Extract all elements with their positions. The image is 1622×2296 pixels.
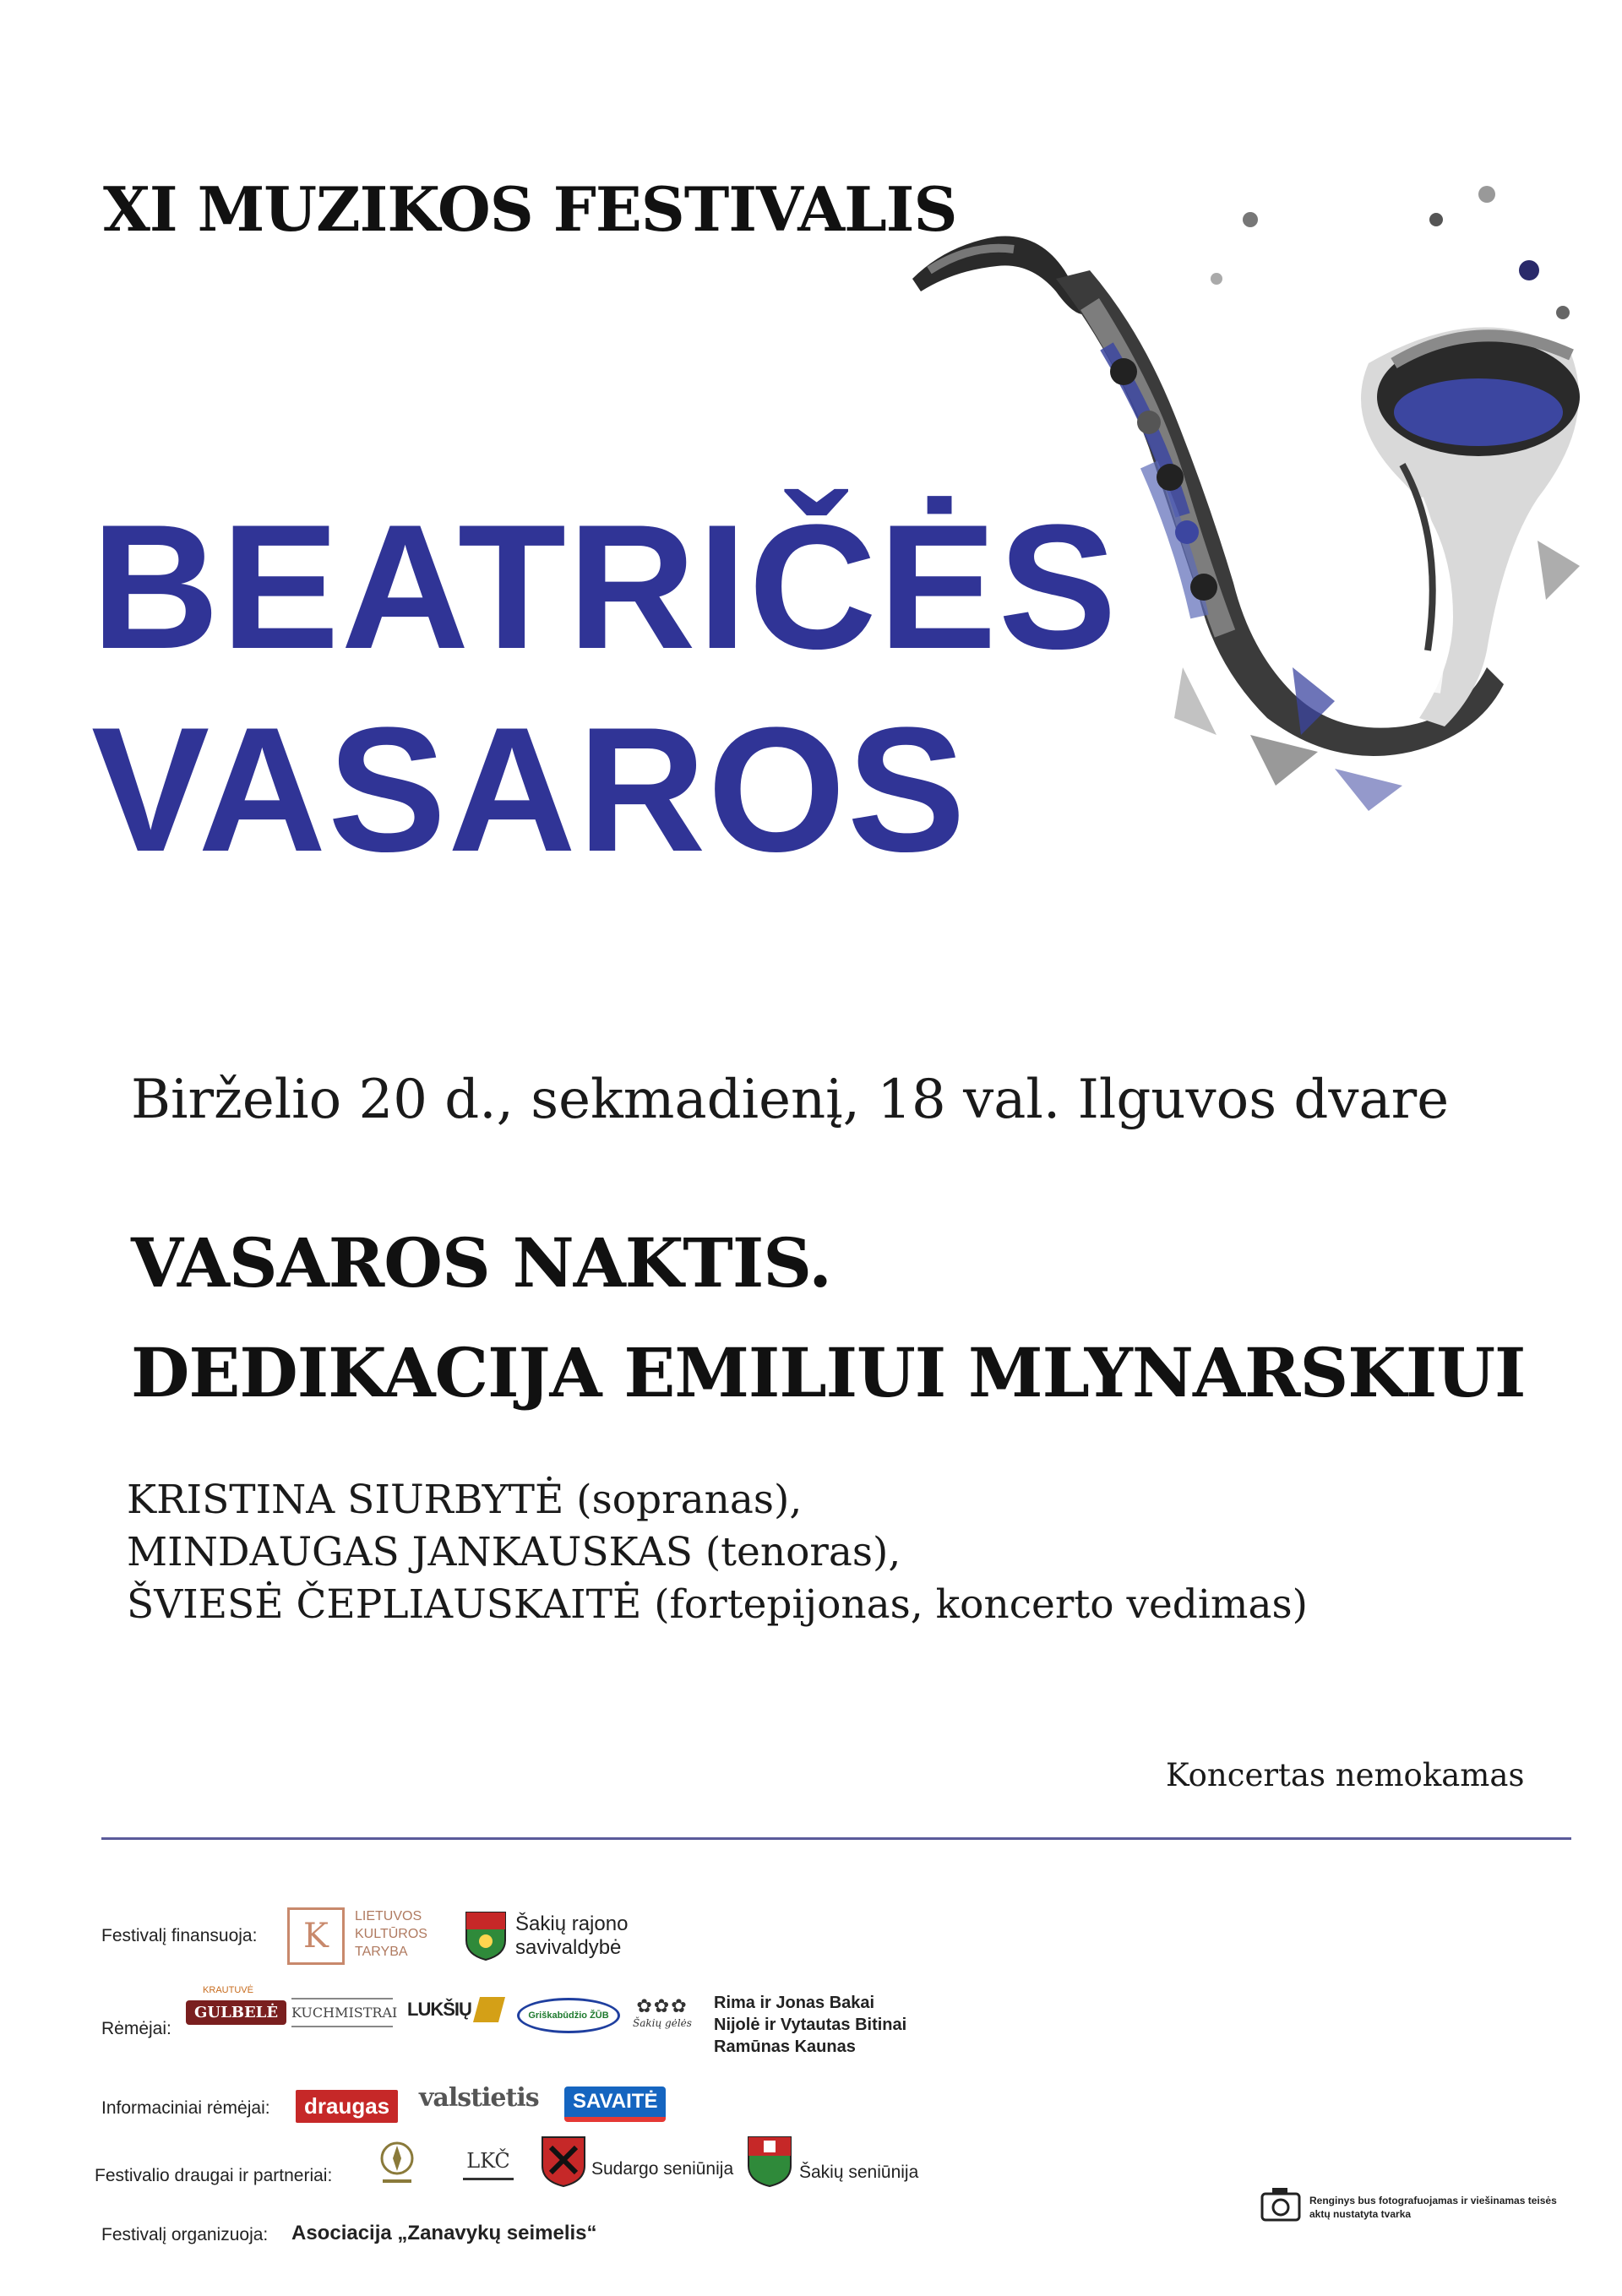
sakiai-line2: savivaldybė bbox=[515, 1936, 622, 1959]
luksiu-text: LUKŠIŲ bbox=[407, 1999, 471, 2020]
sponsors-label: Rėmėjai: bbox=[101, 2019, 171, 2038]
kuchmistrai-logo: KUCHMISTRAI bbox=[291, 1998, 393, 2027]
luksiu-logo bbox=[407, 1997, 502, 2022]
partners-label: Festivalio draugai ir partneriai: bbox=[95, 2166, 333, 2185]
ltk-logo-icon bbox=[287, 1907, 345, 1965]
ltk-logo-letter: K bbox=[303, 1917, 329, 1956]
organizer-label: Festivalį organizuoja: bbox=[101, 2225, 269, 2244]
photo-notice: Renginys bus fotografuojamas ir viešinamas teisės aktų nustatyta tvarka bbox=[1309, 2195, 1557, 2220]
performer-item: MINDAUGAS JANKAUSKAS (tenoras), bbox=[127, 1529, 901, 1575]
flowers-icon: ✿✿✿ bbox=[636, 1995, 689, 2016]
ltk-logo-text bbox=[355, 1907, 427, 1961]
sudargo-coat-of-arms-icon bbox=[541, 2135, 586, 2188]
event-date-place: Birželio 20 d., sekmadienį, 18 val. Ilguvos dvare bbox=[131, 1069, 1450, 1131]
organizer-name: Asociacija „Zanavykų seimelis“ bbox=[291, 2222, 597, 2244]
ltk-line: LIETUVOS bbox=[355, 1909, 422, 1923]
camera-icon bbox=[1260, 2186, 1301, 2222]
sudargo-seniunija-label: Sudargo seniūnija bbox=[591, 2159, 734, 2179]
luksiu-mark-icon bbox=[473, 1997, 505, 2022]
sakiai-line1: Šakių rajono bbox=[515, 1912, 629, 1935]
valstietis-logo: valstietis bbox=[419, 2083, 539, 2113]
divider bbox=[101, 1837, 1571, 1840]
funders-label: Festivalį finansuoja: bbox=[101, 1926, 258, 1945]
gulbele-logo bbox=[186, 1985, 279, 2025]
performer-item: ŠVIESĖ ČEPLIAUSKAITĖ (fortepijonas, koncerto vedimas) bbox=[127, 1581, 1308, 1628]
sakiu-seniunija-coat-of-arms-icon bbox=[747, 2135, 792, 2188]
media-sponsors-label: Informaciniai rėmėjai: bbox=[101, 2098, 270, 2118]
main-title-line2: VASAROS bbox=[91, 690, 967, 889]
festival-subtitle: XI MUZIKOS FESTIVALIS bbox=[103, 173, 957, 245]
sponsor-name: Rima ir Jonas Bakai bbox=[714, 1994, 875, 2012]
private-sponsors bbox=[714, 1992, 906, 2058]
draugas-logo: draugas bbox=[296, 2090, 398, 2123]
ltk-line: TARYBA bbox=[355, 1945, 408, 1959]
main-title-line1: BEATRIČĖS bbox=[91, 487, 1119, 686]
sponsor-name: Ramūnas Kaunas bbox=[714, 2038, 856, 2056]
sakiu-seniunija-label: Šakių seniūnija bbox=[799, 2163, 919, 2182]
culture-center-emblem-icon bbox=[376, 2137, 418, 2188]
sakiai-coat-of-arms-icon bbox=[465, 1911, 507, 1961]
ltk-line: KULTŪROS bbox=[355, 1927, 427, 1941]
admission-note: Koncertas nemokamas bbox=[1166, 1757, 1525, 1793]
gulbele-badge: GULBELĖ bbox=[186, 2000, 286, 2025]
gulbele-small-text: KRAUTUVĖ bbox=[203, 1985, 253, 1995]
sakiai-municipality-logo bbox=[515, 1912, 628, 1960]
program-title-line2: DEDIKACIJA EMILIUI MLYNARSKIUI bbox=[131, 1333, 1526, 1412]
savaite-logo: SAVAITĖ bbox=[564, 2087, 666, 2122]
griskabudzio-logo: Griškabūdžio ŽŪB bbox=[517, 1998, 620, 2033]
performer-item: KRISTINA SIURBYTĖ (sopranas), bbox=[127, 1477, 803, 1523]
sakiu-geles-text: Šakių gėlės bbox=[633, 2017, 692, 2029]
sakiu-geles-logo bbox=[627, 1995, 698, 2029]
program-title-line1: VASAROS NAKTIS. bbox=[131, 1223, 832, 1303]
lkc-logo: LKČ bbox=[463, 2144, 514, 2180]
sponsor-name: Nijolė ir Vytautas Bitinai bbox=[714, 2016, 907, 2034]
